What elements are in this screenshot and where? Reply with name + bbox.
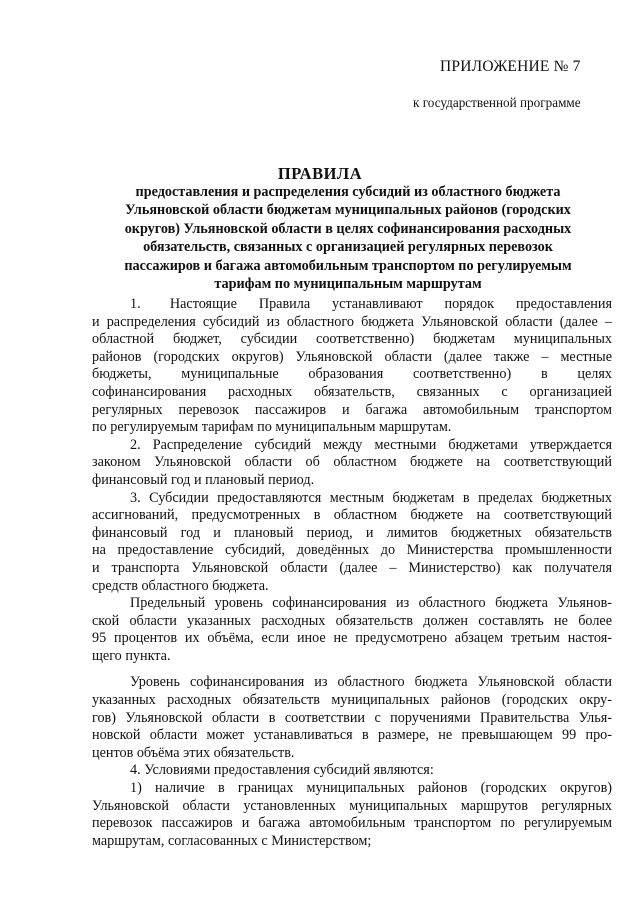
text-line: гов) Ульяновской области в соответствии с поручениями Правительства Улья- <box>92 709 612 726</box>
document-title: ПРАВИЛА <box>277 164 363 183</box>
text-line: ской области указанных расходных обязательств должен составлять не более <box>92 612 612 629</box>
text-line: 3. Субсидии предоставляются местным бюджетам в пределах бюджетных <box>130 489 612 506</box>
text-line: указанных расходных обязательств муниципальных районов (городских окру- <box>92 692 612 709</box>
text-line: законом Ульяновской области об областном бюджете на соответствующий <box>92 454 612 471</box>
text-line: перевозок пассажиров и багажа автомобильным транспортом по регулируемым <box>92 815 612 832</box>
paragraph <box>92 762 612 780</box>
text-line: софинансирования расходных обязательств, связанных с организацией <box>92 383 612 400</box>
text-line: ассигнований, предусмотренных в областном бюджете на соответствующий <box>92 507 612 524</box>
text-line: 95 процентов их объёма, если иное не предусмотрено абзацем третьим настоя- <box>92 630 612 647</box>
appendix-subtitle: к государственной программе <box>413 95 581 110</box>
text-line: новской области может устанавливаться в размере, не превышающем 99 про- <box>92 727 612 744</box>
text-line: бюджеты, муниципальные образования соответственно) в целях <box>92 366 612 383</box>
paragraph <box>92 490 612 596</box>
subtitle-line: предоставления и распределения субсидий из областного бюджета <box>135 184 561 200</box>
subtitle-line: Ульяновской области бюджетам муниципальных районов (городских <box>125 202 571 219</box>
text-line: щего пункта. <box>92 647 171 664</box>
paragraph <box>92 780 612 850</box>
text-line: Предельный уровень софинансирования из областного бюджета Ульянов- <box>130 595 612 612</box>
document-subtitle <box>100 183 596 293</box>
text-line: Уровень софинансирования из областного бюджета Ульяновской области <box>130 674 612 691</box>
text-line: финансовый год и плановый период. <box>92 471 315 488</box>
subtitle-line: тарифам по муниципальным маршрутам <box>214 276 482 293</box>
appendix-number: ПРИЛОЖЕНИЕ № 7 <box>440 58 581 75</box>
text-line: 1. Настоящие Правила устанавливают порядок предоставления <box>130 296 612 312</box>
text-line: средств областного бюджета. <box>92 577 269 594</box>
subtitle-line: округов) Ульяновской области в целях софинансирования расходных <box>124 220 572 237</box>
paragraph <box>92 595 612 665</box>
document-body <box>92 296 612 850</box>
paragraph-gap <box>92 665 612 674</box>
text-line: маршрутам, согласованных с Министерством; <box>92 832 372 849</box>
text-line: 4. Условиями предоставления субсидий являются: <box>130 762 434 779</box>
text-line: центов объёма этих обязательств. <box>92 744 295 761</box>
subtitle-line: пассажиров и багажа автомобильным транспортом по регулируемым <box>124 257 572 274</box>
text-line: финансовый год и плановый период, и лимитов бюджетных обязательств <box>92 524 612 541</box>
text-line: регулярных перевозок пассажиров и багажа автомобильным транспортом <box>92 401 612 418</box>
paragraph <box>92 296 612 437</box>
text-line: и распределения субсидий из областного бюджета Ульяновской области (далее – <box>92 313 612 330</box>
text-line: 1) наличие в границах муниципальных районов (городских округов) <box>130 780 612 797</box>
text-line: Ульяновской области установленных муниципальных маршрутов регулярных <box>92 797 612 814</box>
paragraph <box>92 674 612 762</box>
text-line: 2. Распределение субсидий между местными бюджетами утверждается <box>130 436 612 453</box>
text-line: областной бюджет, субсидии соответственно) бюджетам муниципальных <box>92 331 612 348</box>
subtitle-line: обязательств, связанных с организацией регулярных перевозок <box>143 239 553 256</box>
text-line: районов (городских округов) Ульяновской области (далее также – местные <box>92 348 612 365</box>
text-line: по регулируемым тарифам по муниципальным маршрутам. <box>92 419 452 436</box>
text-line: и транспорта Ульяновской области (далее – Министерство) как получателя <box>92 559 612 576</box>
text-line: на предоставление субсидий, доведённых до Министерства промышленности <box>92 542 612 559</box>
paragraph <box>92 437 612 490</box>
